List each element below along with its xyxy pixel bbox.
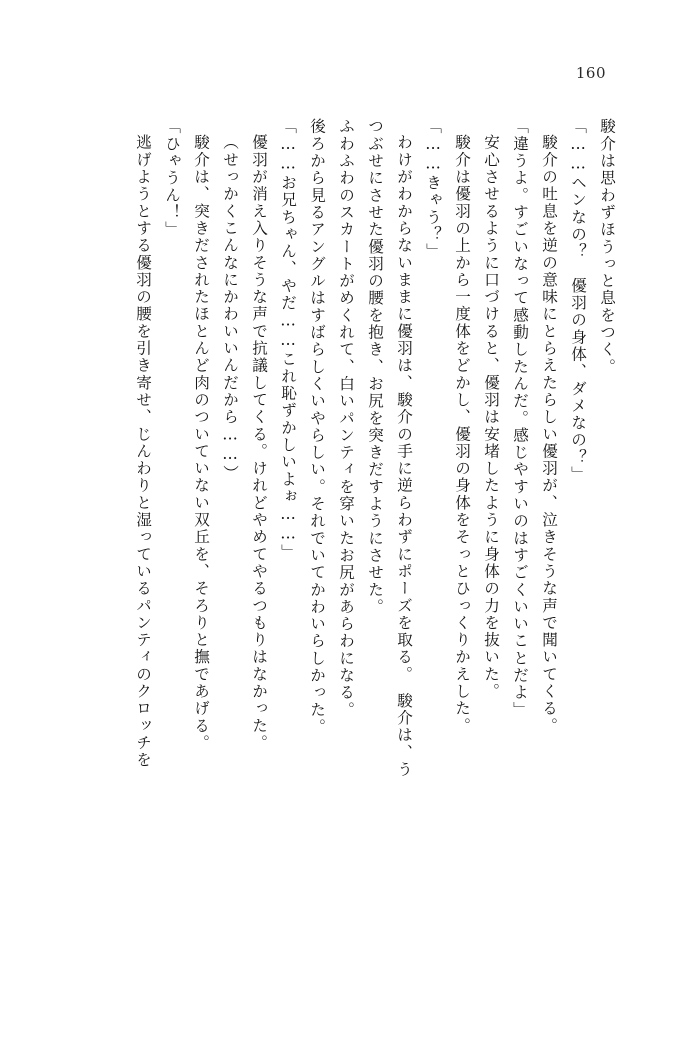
- text-line: 駿介は思わずほうっと息をつく。: [598, 118, 616, 376]
- text-line: 優羽が消え入りそうな声で抗議してくる。けれどやめてやるつもりはなかった。: [250, 134, 268, 752]
- text-line: 逃げようとする優羽の腰を引き寄せ、じんわりと湿っているパンティのクロッチを: [134, 134, 152, 769]
- text-line: 駿介は優羽の上から一度体をどかし、優羽の身体をそっとひっくりかえした。: [453, 134, 471, 735]
- text-line: つぶせにさせた優羽の腰を抱き、お尻を突きだすようにさせた。: [366, 118, 384, 616]
- text-line: （せっかくこんなにかわいいんだから……）: [221, 134, 239, 482]
- text-line: 「……ヘンなの？ 優羽の身体、ダメなの？」: [569, 118, 587, 483]
- text-line: 「……きゃう？」: [424, 118, 442, 260]
- text-line: 「違うよ。すごいなって感動したんだ。感じやすいのはすごくいいことだよ」: [511, 118, 529, 719]
- vertical-text-body: [58, 118, 614, 968]
- page-number: 160: [575, 64, 606, 82]
- text-line: 「……お兄ちゃん、やだ……これ恥ずかしいよぉ……」: [279, 118, 297, 562]
- text-line: 「ひゃうん！」: [163, 118, 181, 239]
- text-line: 駿介の吐息を逆の意味にとらえたらしい優羽が、泣きそうな声で聞いてくる。: [540, 134, 558, 735]
- text-line: 安心させるように口づけると、優羽は安堵したように身体の力を抜いた。: [482, 134, 500, 700]
- text-line: 駿介は、突きだされたほとんど肉のついていない双丘を、そろりと撫であげる。: [192, 134, 210, 752]
- text-line: 後ろから見るアングルはすばらしくいやらしい。それでいてかわいらしかった。: [308, 118, 326, 736]
- text-line: わけがわからないままに優羽は、駿介の手に逆らわずにポーズを取る。 駿介は、う: [395, 134, 413, 778]
- text-line: ふわふわのスカートがめくれて、白いパンティを穿いたお尻があらわになる。: [337, 118, 355, 719]
